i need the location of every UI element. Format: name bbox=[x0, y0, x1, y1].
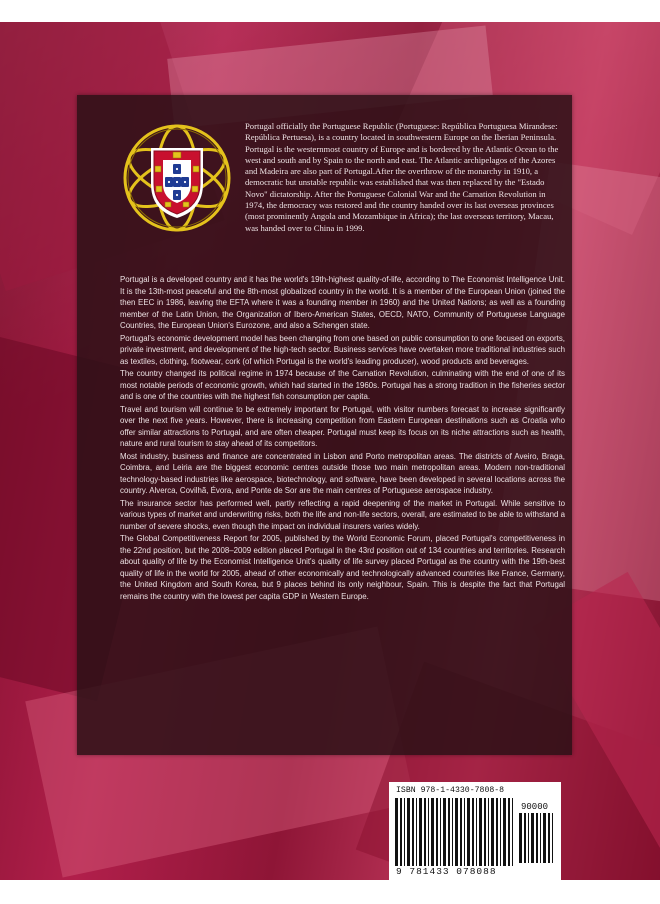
barcode-bar bbox=[419, 798, 422, 866]
paragraph: Portugal is a developed country and it has the world's 19th-highest quality-of-life, according to The Economist Intelligence Unit. It is the 13th-most peaceful and the 8th-most globalized country in the world. It is a member of the European Union (joined the then EEC in 1986, leaving the EFTA where it was a founding member in 1960) and the United Nations; as well as a founding member of the Latin Union, the Organization of Ibero-American States, OECD, NATO, Community of Portuguese Language Countries, the European Union's Eurozone, and also a Schengen state. bbox=[120, 275, 565, 330]
barcode-bar bbox=[540, 813, 541, 863]
barcode-bar bbox=[400, 798, 402, 866]
barcode-bar bbox=[428, 798, 429, 866]
paragraph: The Global Competitiveness Report for 2005, published by the World Economic Forum, placed Portugal's competitiveness in the 22nd position, but the 2008–2009 edition placed Portugal in the 43rd position out of 134 countries and territories. Research about quality of life by the Economist Intelligence Unit's quality of life survey placed Portugal as the country with the 19th-best quality of life in the world for 2005, ahead of other economically and technologically advanced countries like France, Germany, the United Kingdom and South Korea, but 9 places behind its only neighbour, Spain. This is despite the fact that Portugal remains the country with the lowest per capita GDP in Western Europe. bbox=[120, 534, 565, 601]
barcode-bar bbox=[404, 798, 405, 866]
isbn-label: ISBN 978-1-4330-7808-8 bbox=[396, 786, 505, 795]
price-barcode-bars bbox=[519, 813, 555, 863]
back-cover bbox=[0, 22, 660, 880]
barcode-bar bbox=[503, 798, 506, 866]
paragraph: Portugal's economic development model has been changing from one based on public consumption to one focused on exports, private investment, and development of the high-tech sector. Business services have overtaken more traditional industries such as textiles, clothing, footwear, cork (of which Portugal is the world's leading producer), wood products and beverages. bbox=[120, 333, 565, 366]
paragraph: Travel and tourism will continue to be extremely important for Portugal, with visitor numbers forecast to increase significantly over the next five years. However, there is increasing competition from Eastern European destinations such as Croatia who offer similar attractions to Portugal, and are often cheaper. Portugal must keep its focus on its niche attractions such as health, nature and rural tourism to stay ahead of its competitors. bbox=[120, 404, 565, 448]
barcode-digits: 9 781433 078088 bbox=[396, 866, 497, 877]
barcode-bar bbox=[464, 798, 465, 866]
barcode-bar bbox=[531, 813, 534, 863]
barcode-bar bbox=[443, 798, 446, 866]
barcode-bars bbox=[395, 798, 515, 866]
barcode-bar bbox=[488, 798, 489, 866]
barcode-bar bbox=[491, 798, 494, 866]
coat-of-arms-icon bbox=[121, 122, 233, 234]
barcode-bar bbox=[500, 798, 501, 866]
intro-text: Portugal officially the Portuguese Republic (Portuguese: República Portuguesa Mirandese: República Pertuesa), is a country located in southwestern Europe on the Iberian Peninsula. Portugal is the westernmost country of Europe and is bordered by the Atlantic Ocean to the west and south and by Spain to the north and east. The Atlantic archipelagos of the Azores and Madeira are also part of Portugal.After the overthrow of the monarchy in 1910, a democratic but unstable republic was established that was then replaced by the "Estado Novo" dictatorship. After the Portuguese Colonial War and the Carnation Revolution in 1974, the democracy was restored and the country handed over its last overseas provinces (most prominently Angola and Mozambique in Africa); the last overseas territory, Macau, was handed over to China in 1999. bbox=[245, 121, 559, 233]
barcode-bar bbox=[528, 813, 529, 863]
barcode-bar bbox=[424, 798, 426, 866]
paragraph: The country changed its political regime in 1974 because of the Carnation Revolution, culminating with the end of one of its most notable periods of economic growth, which had started in the 1960s. Portugal has a strong tradition in the fisheries sector and is one of the countries with the highest fish consumption per capita. bbox=[120, 369, 565, 401]
paragraph: Most industry, business and finance are concentrated in Lisbon and Porto metropolitan areas. The districts of Aveiro, Braga, Coimbra, and Leiria are the biggest economic centres outside those two main metropolitan areas. Modern non-traditional technology-based industries like aerospace, biotechnology, and software, have been developed in several locations across the country. Alverca, Covilhã, Évora, and Ponte de Sor are the main centres of Portuguese aerospace industry. bbox=[120, 451, 565, 495]
barcode-bar bbox=[496, 798, 498, 866]
barcode-bar bbox=[524, 813, 526, 863]
barcode-bar bbox=[416, 798, 417, 866]
barcode-bar bbox=[448, 798, 450, 866]
barcode-bar bbox=[543, 813, 546, 863]
barcode-bar bbox=[512, 798, 513, 866]
barcode-bar bbox=[431, 798, 434, 866]
barcode-bar bbox=[467, 798, 470, 866]
isbn-barcode bbox=[389, 782, 561, 880]
barcode-bar bbox=[519, 813, 522, 863]
price-code: 90000 bbox=[521, 802, 549, 812]
barcode-bar bbox=[407, 798, 410, 866]
barcode-bar bbox=[508, 798, 510, 866]
barcode-bar bbox=[412, 798, 414, 866]
body-text bbox=[120, 274, 565, 603]
barcode-bar bbox=[484, 798, 486, 866]
barcode-bar bbox=[476, 798, 477, 866]
barcode-bar bbox=[460, 798, 462, 866]
barcode-bar bbox=[455, 798, 458, 866]
barcode-bar bbox=[472, 798, 474, 866]
barcode-bar bbox=[479, 798, 482, 866]
barcode-bar bbox=[452, 798, 453, 866]
barcode-bar bbox=[552, 813, 553, 863]
paragraph: The insurance sector has performed well, partly reflecting a rapid deepening of the market in Portugal. While sensitive to various types of market and underwriting risks, both the life and non-life sectors, overall, are estimated to be able to withstand a number of severe shocks, even though the impact on individual insurers varies widely. bbox=[120, 498, 565, 531]
barcode-bar bbox=[548, 813, 550, 863]
barcode-bar bbox=[436, 798, 438, 866]
barcode-bar bbox=[536, 813, 538, 863]
barcode-bar bbox=[395, 798, 398, 866]
barcode-bar bbox=[440, 798, 441, 866]
